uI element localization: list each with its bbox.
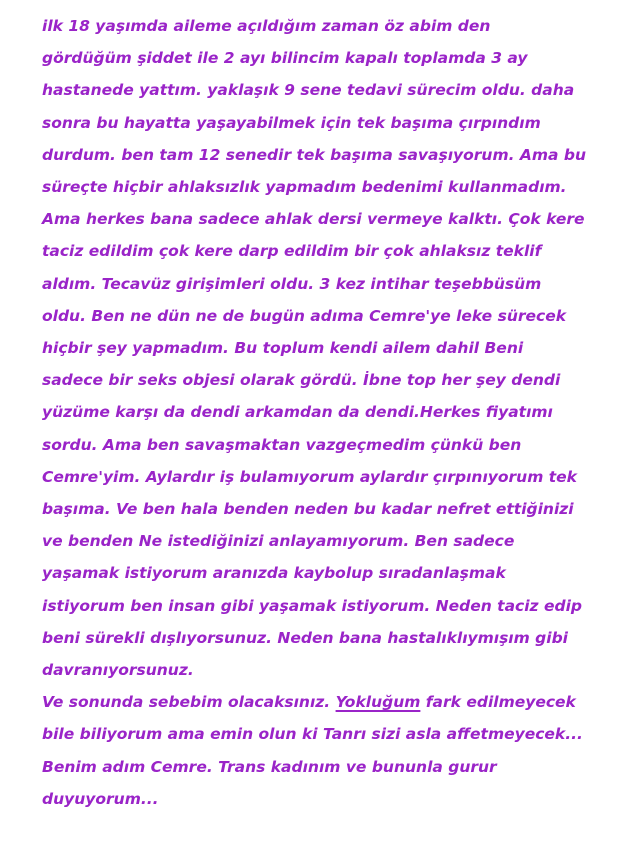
story-line: Benim adım Cemre. Trans kadınım ve bununla gurur — [42, 757, 497, 776]
story-line: gördüğüm şiddet ile 2 ayı bilincim kapalı toplamda 3 ay — [42, 49, 528, 68]
story-line: Cemre'yim. Aylardır iş bulamıyorum aylardır çırpınıyorum tek — [42, 467, 577, 486]
story-line: taciz edildim çok kere darp edildim bir çok ahlaksız teklif — [42, 242, 542, 261]
story-line: hastanede yattım. yaklaşık 9 sene tedavi sürecim oldu. daha — [42, 81, 575, 100]
story-line: başıma. Ve ben hala benden neden bu kadar nefret ettiğinizi — [42, 500, 574, 519]
story-line: aldım. Tecavüz girişimleri oldu. 3 kez intihar teşebbüsüm — [42, 274, 542, 293]
story-line: Ama herkes bana sadece ahlak dersi vermeye kalktı. Çok kere — [42, 210, 585, 229]
underlined-word: Yokluğum — [335, 693, 421, 712]
story-line: yüzüme karşı da dendi arkamdan da dendi.Herkes fiyatımı — [42, 403, 553, 422]
story-line: ve benden Ne istediğinizi anlayamıyorum. Ben sadece — [42, 532, 515, 551]
story-line: yaşamak istiyorum aranızda kaybolup sıradanlaşmak — [42, 564, 506, 583]
story-text-block — [42, 10, 627, 815]
story-line: oldu. Ben ne dün ne de bugün adıma Cemre'ye leke sürecek — [42, 306, 567, 325]
story-line: ilk 18 yaşımda aileme açıldığım zaman öz abim den — [42, 17, 491, 35]
story-line: duyuyorum... — [42, 789, 159, 808]
story-line-with-underline — [42, 686, 627, 718]
story-line: sordu. Ama ben savaşmaktan vazgeçmedim çünkü ben — [42, 435, 522, 454]
story-line: hiçbir şey yapmadım. Bu toplum kendi ailem dahil Beni — [42, 339, 524, 358]
story-line: sonra bu hayatta yaşayabilmek için tek başıma çırpındım — [42, 113, 541, 132]
story-line: istiyorum ben insan gibi yaşamak istiyorum. Neden taciz edip — [42, 596, 582, 615]
story-line: durdum. ben tam 12 senedir tek başıma savaşıyorum. Ama bu — [42, 145, 587, 164]
story-line: sadece bir seks objesi olarak gördü. İbne top her şey dendi — [42, 371, 561, 390]
story-line: bile biliyorum ama emin olun ki Tanrı sizi asla affetmeyecek... — [42, 725, 583, 744]
line-segment-after: fark edilmeyecek — [420, 693, 576, 712]
story-line: süreçte hiçbir ahlaksızlık yapmadım bedenimi kullanmadım. — [42, 178, 567, 197]
story-line: beni sürekli dışlıyorsunuz. Neden bana hastalıklıymışım gibi — [42, 628, 568, 647]
story-line: davranıyorsunuz. — [42, 661, 194, 680]
line-segment-before: Ve sonunda sebebim olacaksınız. — [42, 693, 336, 712]
